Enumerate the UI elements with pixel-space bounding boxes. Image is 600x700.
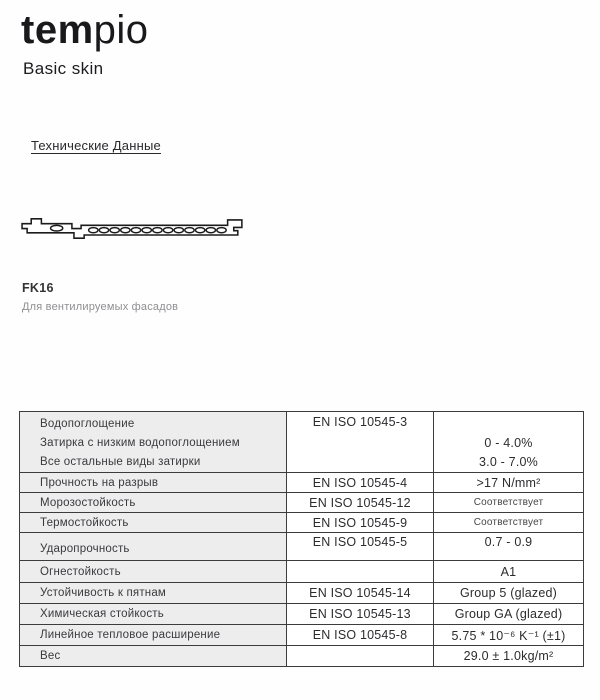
technical-data-table	[19, 411, 584, 667]
brand-logo-light-part: pio	[93, 8, 149, 52]
value-cell: 29.0 ± 1.0kg/m²	[434, 646, 584, 667]
technical-data-heading: Технические Данные	[31, 138, 161, 153]
standard-cell: EN ISO 10545-5	[287, 533, 434, 561]
property-cell: Огнестойкость	[20, 561, 287, 583]
value-cell: Соответствует	[434, 513, 584, 533]
value-cell	[434, 412, 584, 473]
value-cell: 0.7 - 0.9	[434, 533, 584, 561]
value-cell: Group GA (glazed)	[434, 604, 584, 625]
table-row	[20, 533, 584, 561]
property-cell: Устойчивость к пятнам	[20, 583, 287, 604]
standard-cell: EN ISO 10545-9	[287, 513, 434, 533]
standard-cell: EN ISO 10545-8	[287, 625, 434, 646]
standard-cell: EN ISO 10545-12	[287, 493, 434, 513]
value-cell: >17 N/mm²	[434, 473, 584, 493]
table-row	[20, 561, 584, 583]
standard-cell: EN ISO 10545-14	[287, 583, 434, 604]
property-cell: Вес	[20, 646, 287, 667]
standard-cell: EN ISO 10545-4	[287, 473, 434, 493]
value-line	[434, 415, 583, 434]
property-cell: Морозостойкость	[20, 493, 287, 513]
value-line: 3.0 - 7.0%	[479, 455, 538, 469]
product-line-subtitle: Basic skin	[23, 59, 104, 78]
product-description: Для вентилируемых фасадов	[22, 301, 179, 313]
brand-logo-bold-part: tem	[21, 8, 94, 52]
property-cell: Ударопрочность	[20, 533, 287, 561]
table-row	[20, 583, 584, 604]
standard-cell: EN ISO 10545-3	[287, 412, 434, 473]
table-row	[20, 412, 584, 473]
property-cell: Термостойкость	[20, 513, 287, 533]
property-cell: Линейное тепловое расширение	[20, 625, 287, 646]
product-code: FK16	[22, 281, 54, 295]
standard-cell	[287, 561, 434, 583]
property-line: Затирка с низким водопоглощением	[40, 437, 240, 449]
table-row	[20, 604, 584, 625]
property-line: Водопоглощение	[40, 418, 135, 430]
property-line: Все остальные виды затирки	[40, 456, 201, 468]
table-row	[20, 625, 584, 646]
value-cell: 5.75 * 10⁻⁶ K⁻¹ (±1)	[434, 625, 584, 646]
property-cell	[20, 412, 287, 473]
table-row	[20, 493, 584, 513]
value-cell: A1	[434, 561, 584, 583]
standard-cell	[287, 646, 434, 667]
value-cell: Соответствует	[434, 493, 584, 513]
value-cell: Group 5 (glazed)	[434, 583, 584, 604]
value-line: 0 - 4.0%	[484, 436, 533, 450]
table-row	[20, 513, 584, 533]
table-row	[20, 473, 584, 493]
table-row	[20, 646, 584, 667]
property-cell: Химическая стойкость	[20, 604, 287, 625]
brand-logo	[21, 8, 149, 52]
standard-cell: EN ISO 10545-13	[287, 604, 434, 625]
panel-profile-drawing-icon	[19, 214, 249, 242]
property-cell: Прочность на разрыв	[20, 473, 287, 493]
